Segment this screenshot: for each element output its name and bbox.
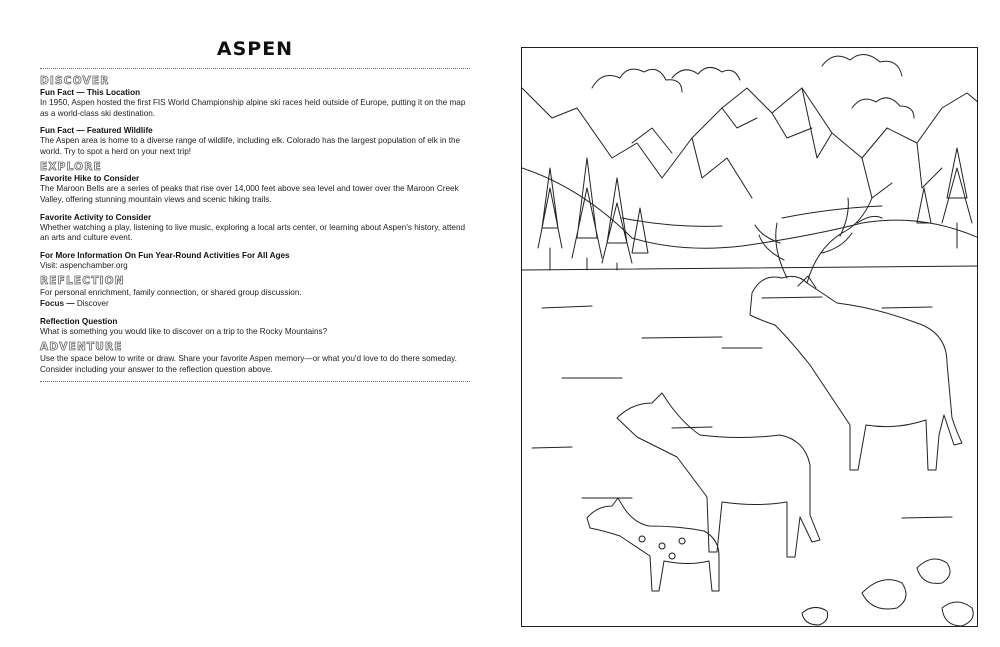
fun-fact-location-title: Fun Fact — This Location xyxy=(40,88,141,97)
focus-value: Discover xyxy=(76,298,109,308)
text-panel xyxy=(40,28,470,388)
elk-landscape-drawing xyxy=(522,48,978,627)
bottom-divider xyxy=(40,381,470,382)
bull-elk-outline xyxy=(750,198,962,470)
adventure-heading: ADVENTURE xyxy=(40,341,123,354)
adventure-text: Use the space below to write or draw. Share your favorite Aspen memory—or what you'd love to do there someday. Consider including your answer to the reflection question above. xyxy=(40,354,457,374)
reflection-intro: For personal enrichment, family connection, or shared group discussion. xyxy=(40,288,302,298)
page-title: ASPEN xyxy=(216,38,294,60)
pine-trees xyxy=(538,148,972,270)
hike-text: The Maroon Bells are a series of peaks that rise over 14,000 feet above sea level and tower over the Maroon Creek Valley, offering stunning mountain views and scenic hiking trails. xyxy=(40,184,459,204)
discover-heading: DISCOVER xyxy=(40,75,110,87)
focus-label: Focus — xyxy=(40,298,75,308)
coloring-illustration xyxy=(521,47,978,627)
fun-fact-wildlife-title: Fun Fact — Featured Wildlife xyxy=(40,126,153,136)
top-divider xyxy=(40,68,470,69)
fun-fact-location-text: In 1950, Aspen hosted the first FIS World Championship alpine ski races held outside of Europe, putting it on the map as a world-class ski destination. xyxy=(40,98,466,118)
info-title: For More Information On Fun Year-Round Activities For All Ages xyxy=(40,250,290,260)
elk-calf-outline xyxy=(587,498,719,591)
cow-elk-outline xyxy=(617,393,820,557)
fun-fact-wildlife-text: The Aspen area is home to a diverse range of wildlife, including elk. Colorado has the largest population of elk in the world. Try to spot a herd on your next trip! xyxy=(40,136,461,156)
reflection-question-title: Reflection Question xyxy=(40,316,118,326)
activity-text: Whether watching a play, listening to live music, exploring a local arts center, or learning about Aspen’s history, attend an arts and culture event. xyxy=(40,222,466,243)
focus-line xyxy=(40,299,470,310)
shore-rocks xyxy=(802,559,973,626)
info-link: Visit: aspenchamber.org xyxy=(40,260,128,270)
hike-title: Favorite Hike to Consider xyxy=(40,174,140,184)
explore-heading: EXPLORE xyxy=(40,161,102,174)
activity-title: Favorite Activity to Consider xyxy=(40,212,152,222)
reflection-heading: REFLECTION xyxy=(40,275,125,288)
reflection-question-text: What is something you would like to discover on a trip to the Rocky Mountains? xyxy=(40,326,328,336)
